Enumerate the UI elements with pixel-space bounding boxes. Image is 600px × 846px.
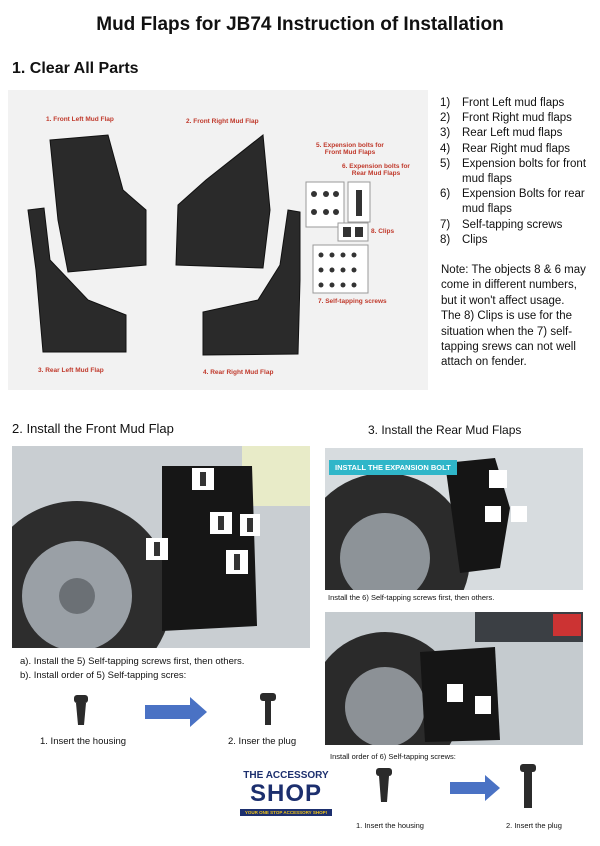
list-item: 8) Clips [440,233,488,246]
clips-group [338,223,368,241]
list-item: 6) Expension Bolts for rear mud flaps [440,188,585,216]
list-item: 5) Expension bolts for front mud flaps [440,157,587,186]
label-rear-right: 4. Rear Right Mud Flap [203,369,274,376]
front-flap-shape [162,466,257,631]
section3-heading: 3. Install the Rear Mud Flaps [368,423,522,437]
rear-order: Install order of 6) Self-tapping screws: [330,752,456,761]
note [441,263,591,371]
housing-part [376,768,392,802]
rear-insert-plug-label: 2. Insert the plug [506,821,562,830]
front-right-flap [176,135,270,268]
plug-part [520,764,536,808]
housing-part [74,695,88,725]
list-item: 3) Rear Left mud flaps [440,127,563,140]
list-item: 4) Rear Right mud flaps [440,142,571,155]
bolts-front-group [306,182,344,227]
insert-plug-label: 2. Inser the plug [228,736,297,747]
list-item: 1) Front Left mud flaps [440,97,565,109]
step-b: b). Install order of 5) Self-tapping scres: [20,670,187,681]
banner: INSTALL THE EXPANSION BOLT [329,460,457,475]
parts-image [8,90,428,390]
plug-part [260,693,276,725]
page-title: Mud Flaps for JB74 Instruction of Installation [96,14,504,35]
front-flap-photo [12,446,310,648]
parts-list [440,96,598,248]
label-clips: 8. Clips [371,228,395,235]
rear-flap-photo-2 [325,612,583,745]
arrow-icon [145,697,207,727]
note-text-2: The 8) Clips is use for the situation when the 7) self-tapping srews can not well attach on fender. [441,310,576,369]
rear-insert-housing-label: 1. Insert the housing [356,821,424,830]
label-front-right: 2. Front Right Mud Flap [186,118,259,125]
label-front-left: 1. Front Left Mud Flap [46,116,114,123]
shop-logo [240,770,332,830]
label-bolts-rear: 6. Expension bolts for Rear Mud Flaps [342,163,410,177]
arrow-icon [450,775,500,801]
rear-install-diagram [370,762,570,814]
section1-heading: 1. Clear All Parts [12,60,139,77]
front-install-diagram [60,690,300,735]
logo-line1: THE ACCESSORY [243,770,329,781]
label-screws: 7. Self-tapping screws [318,298,387,305]
insert-housing-label: 1. Insert the housing [40,736,127,747]
step-a: a). Install the 5) Self-tapping screws first, then others. [20,656,245,667]
section2-heading: 2. Install the Front Mud Flap [12,421,174,436]
front-left-flap [50,135,146,272]
logo-line2: SHOP [249,780,322,807]
rear-flap-photo-1 [325,448,583,590]
label-rear-left: 3. Rear Left Mud Flap [38,367,104,374]
logo-tagline: YOUR ONE STOP ACCESSORY SHOP! [240,809,332,816]
list-item: 2) Front Right mud flaps [440,112,572,125]
parts-illustration [8,90,428,390]
rear-caption: Install the 6) Self-tapping screws first, then others. [328,593,495,602]
label-bolts-front: 5. Expension bolts for Front Mud Flaps [316,142,384,156]
list-item: 7) Self-tapping screws [440,218,563,231]
note-text-1: Note: The objects 8 & 6 may come in different numbers, but it won't affect usage. [441,264,586,307]
